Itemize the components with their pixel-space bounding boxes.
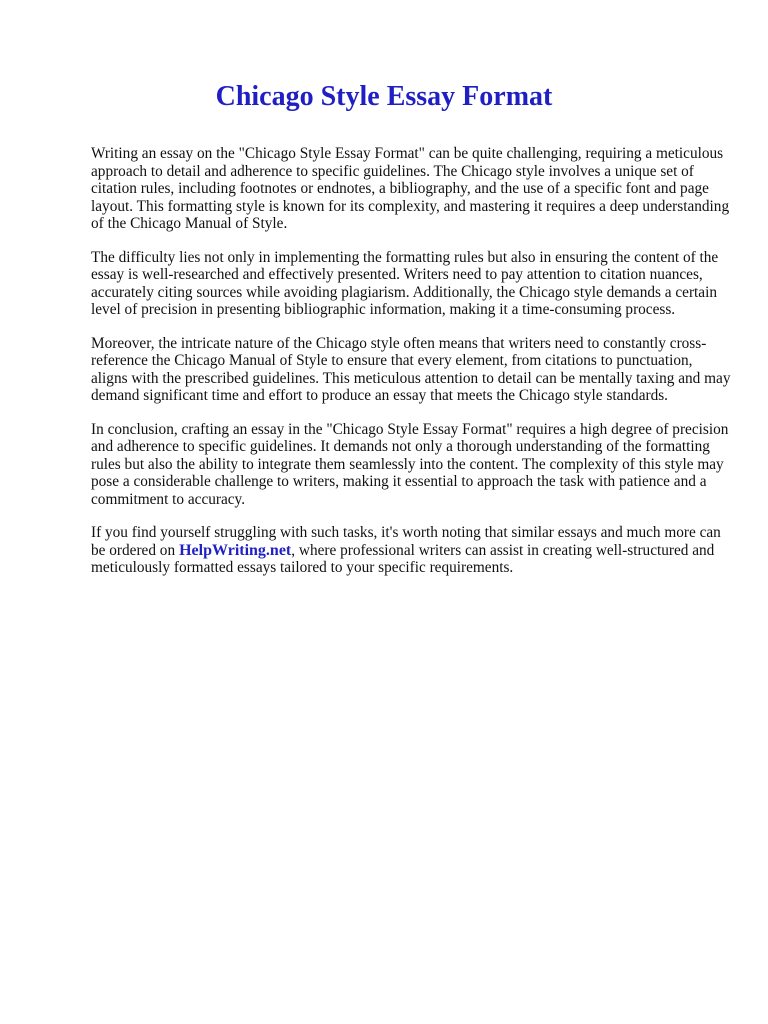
paragraph-1: Writing an essay on the "Chicago Style Essay Format" can be quite challenging, requiring a meticulous approach to detail and adherence to specific guidelines. The Chicago style involves a unique set of citation rules, including footnotes or endnotes, a bibliography, and the use of a specific font and page layout. This formatting style is known for its complexity, and mastering it requires a deep understanding of the Chicago Manual of Style. [91,145,730,232]
paragraph-5-after-link: , where professional writers can assist in creating well-structured and meticulously formatted essays tailored to your specific requirements. [91,541,715,576]
essay-body [91,145,731,593]
paragraph-2: The difficulty lies not only in implementing the formatting rules but also in ensuring the content of the essay is well-researched and effectively presented. Writers need to pay attention to citation nuances, accurately citing sources while avoiding plagiarism. Additionally, the Chicago style demands a certain level of precision in presenting bibliographic information, making it a time-consuming process. [91,248,719,318]
paragraph-4: In conclusion, crafting an essay in the "Chicago Style Essay Format" requires a high degree of precision and adherence to specific guidelines. It demands not only a thorough understanding of the formatting rules but also the ability to integrate them seamlessly into the content. The complexity of this style may pose a considerable challenge to writers, making it essential to approach the task with patience and a commitment to accuracy. [91,420,729,508]
paragraph-5 [91,524,731,577]
paragraph-3: Moreover, the intricate nature of the Chicago style often means that writers need to constantly cross-reference the Chicago Manual of Style to ensure that every element, from citations to punctuation, aligns with the prescribed guidelines. This meticulous attention to detail can be mentally taxing and may demand significant time and effort to produce an essay that meets the Chicago style standards. [91,334,731,404]
paragraph-5-before-link: If you find yourself struggling with such tasks, it's worth noting that similar essays and much more can be ordered on [91,524,721,559]
helpwriting-link[interactable]: HelpWriting.net [179,541,292,559]
page-title: Chicago Style Essay Format [215,81,553,112]
